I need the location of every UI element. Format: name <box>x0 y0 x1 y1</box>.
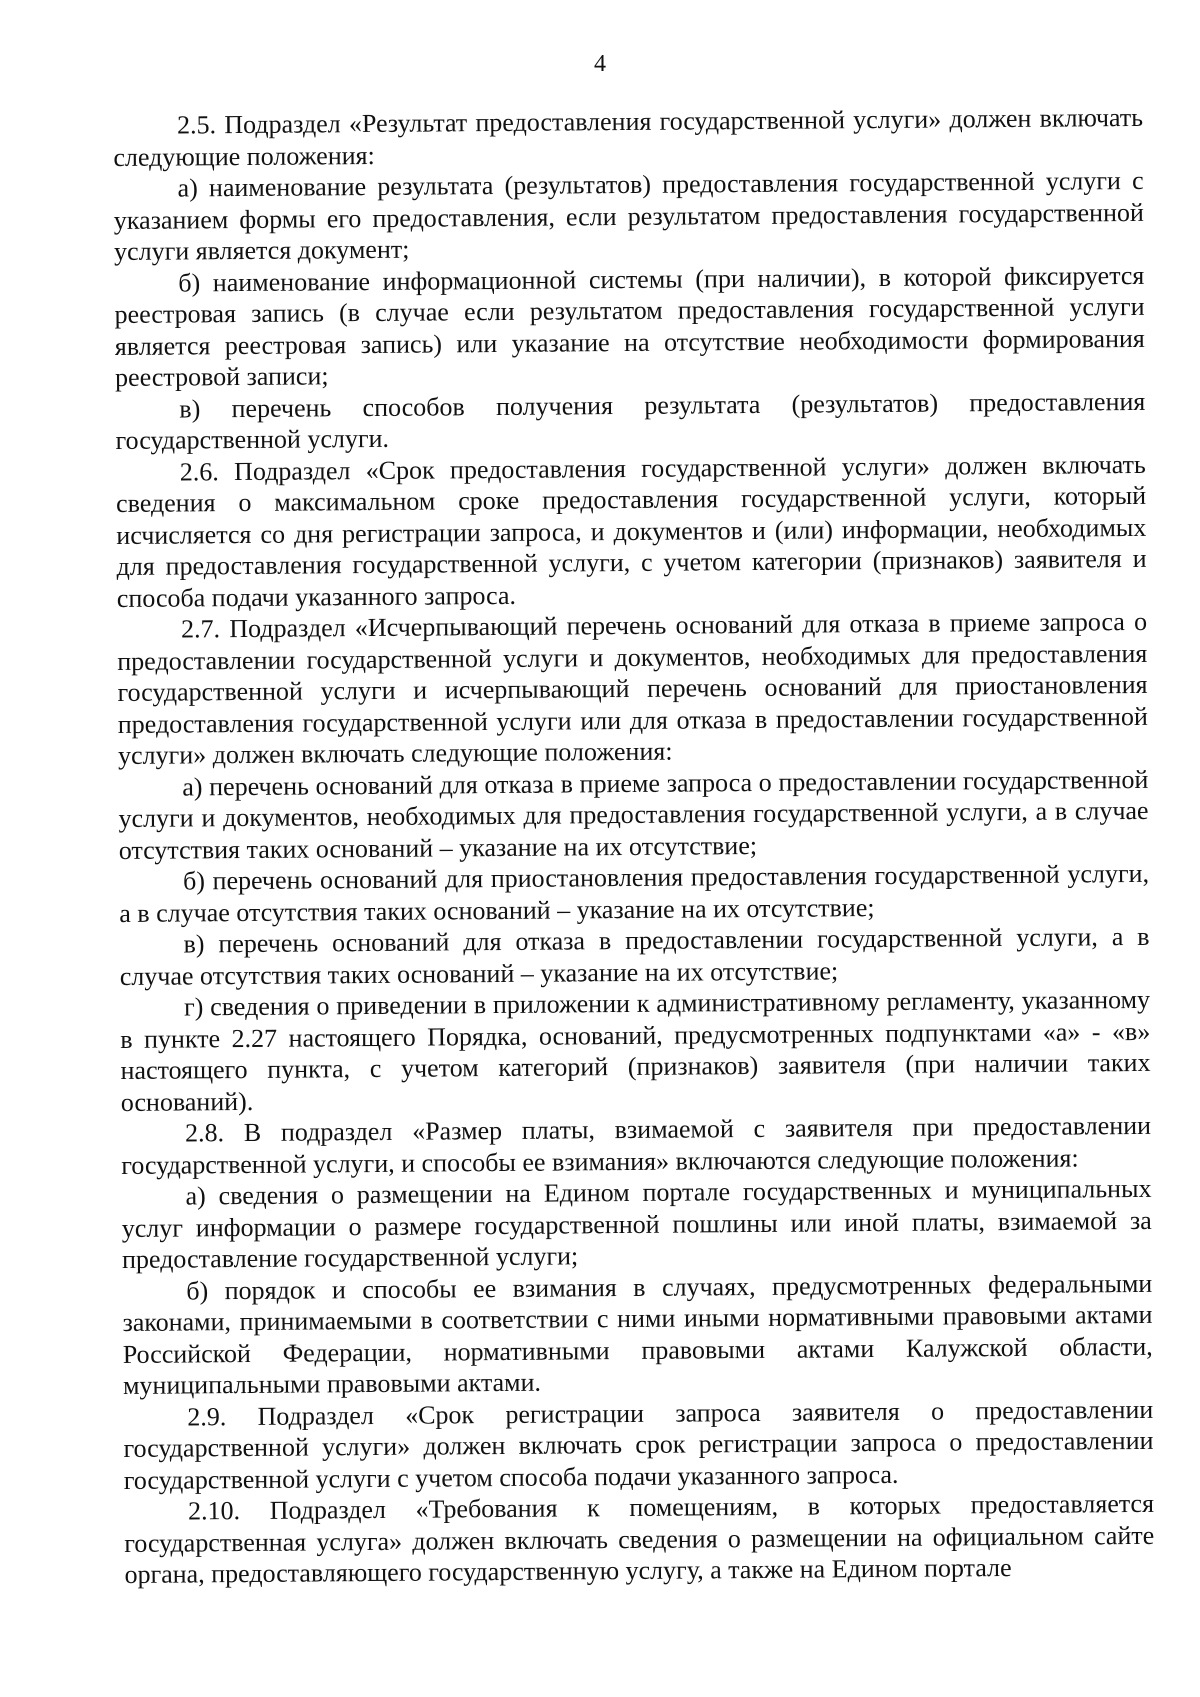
paragraph-2-6: 2.6. Подраздел «Срок предоставления государственной услуги» должен включать сведения о максимальном сроке предоставления государственной услуги, который исчисляется со дня регистрации запроса, и документов и (или) информации, необходимых для предоставления государственной услуги, с учетом категории (признаков) заявителя и способа подачи указанного запроса. <box>115 449 1147 613</box>
paragraph-2-8-a: а) сведения о размещении на Едином портале государственных и муниципальных услуг информации о размере государственной пошлины или иной платы, взимаемой за предоставление государственной услуги; <box>121 1173 1152 1274</box>
paragraph-2-7-b: б) перечень оснований для приостановления предоставления государственной услуги, а в случае отсутствия таких оснований – указание на их отсутствие; <box>119 858 1150 928</box>
paragraph-2-10: 2.10. Подраздел «Требования к помещениям, в которых предоставляется государственная услуга» должен включать сведения о размещении на официальном сайте органа, предоставляющего государственную услугу, а также на Едином портале <box>124 1488 1155 1589</box>
paragraph-2-7: 2.7. Подраздел «Исчерпывающий перечень оснований для отказа в приеме запроса о предоставлении государственной услуги и документов, необходимых для предоставления государственной услуги и исчерпывающий перечень оснований для приостановления предоставления государственной услуги или для отказа в предоставлении государственной услуги» должен включать следующие положения: <box>117 606 1148 770</box>
paragraph-2-8: 2.8. В подраздел «Размер платы, взимаемой с заявителя при предоставлении государственной услуги, и способы ее взимания» включаются следующие положения: <box>121 1110 1152 1180</box>
paragraph-2-7-v: в) перечень оснований для отказа в предоставлении государственной услуги, а в случае отсутствия таких оснований – указание на их отсутствие; <box>119 921 1150 991</box>
paragraph-2-9: 2.9. Подраздел «Срок регистрации запроса заявителя о предоставлении государственной услуги» должен включать срок регистрации запроса о предоставлении государственной услуги с учетом способа подачи указанного запроса. <box>123 1394 1154 1495</box>
paragraph-2-5: 2.5. Подраздел «Результат предоставления государственной услуги» должен включать следующие положения: <box>113 102 1144 172</box>
document-body <box>113 102 1155 1591</box>
paragraph-2-8-b: б) порядок и способы ее взимания в случаях, предусмотренных федеральными законами, принимаемыми в соответствии с ними иными нормативными правовыми актами Российской Федерации, нормативными правовыми актами Калужской области, муниципальными правовыми актами. <box>122 1268 1153 1400</box>
paragraph-2-5-b: б) наименование информационной системы (при наличии), в которой фиксируется реестровая запись (в случае если результатом предоставления государственной услуги является реестровая запись) или указание на отсутствие необходимости формирования реестровой записи; <box>114 260 1145 392</box>
page-number: 4 <box>594 51 606 77</box>
paragraph-2-7-g: г) сведения о приведении в приложении к административному регламенту, указанному в пункте 2.27 настоящего Порядка, оснований, предусмотренных подпунктами «а» - «в» настоящего пункта, с учетом категорий (признаков) заявителя (при наличии таких оснований). <box>120 984 1151 1117</box>
paragraph-2-5-a: а) наименование результата (результатов) предоставления государственной услуги с указанием формы его предоставления, если результатом предоставления государственной услуги является документ; <box>113 165 1144 266</box>
paragraph-2-7-a: а) перечень оснований для отказа в приеме запроса о предоставлении государственной услуги и документов, необходимых для предоставления государственной услуги, а в случае отсутствия таких оснований – указание на их отсутствие; <box>118 764 1149 865</box>
paragraph-2-5-v: в) перечень способов получения результата (результатов) предоставления государственной услуги. <box>115 386 1146 455</box>
